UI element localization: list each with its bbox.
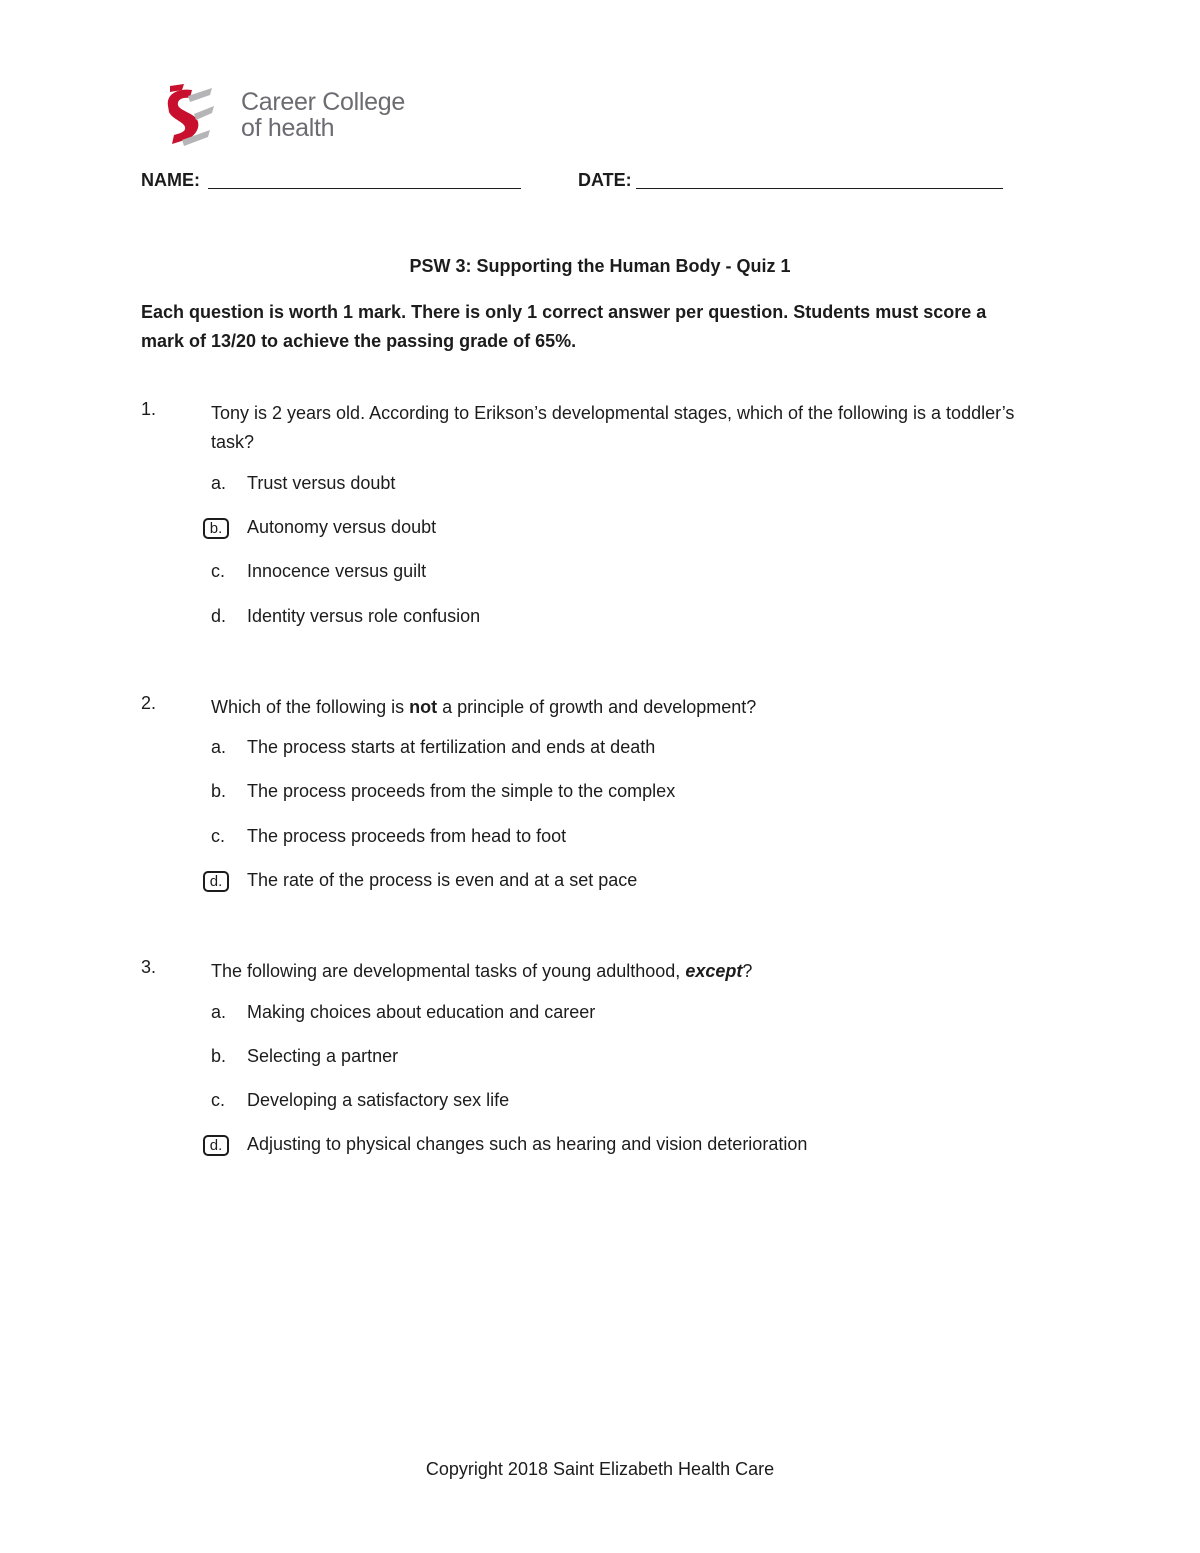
college-logo-mark xyxy=(160,84,220,154)
question-text-part: a principle of growth and development? xyxy=(437,697,757,717)
option-letter: a. xyxy=(211,737,227,757)
answer-option-b[interactable] xyxy=(211,1046,1011,1072)
option-letter-circled: d. xyxy=(203,1135,229,1156)
answer-option-d[interactable] xyxy=(211,606,1011,632)
question-text-emphasis: not xyxy=(409,697,438,717)
option-text: Identity versus role confusion xyxy=(247,606,481,626)
option-letter: a. xyxy=(211,1002,227,1022)
option-letter: c. xyxy=(211,561,226,581)
question-text-part: ? xyxy=(742,961,753,981)
logo-line-2: of health xyxy=(241,114,335,142)
answer-option-d[interactable] xyxy=(211,1134,1011,1160)
question-text: Tony is 2 years old. According to Erikson’s developmental stages, which of the following is a toddler’s task? xyxy=(211,403,1015,452)
option-text: Making choices about education and career xyxy=(247,1002,596,1022)
college-logo xyxy=(160,84,405,154)
option-letter: c. xyxy=(211,1090,226,1110)
answer-option-c[interactable] xyxy=(211,561,1011,587)
logo-line-1: Career College xyxy=(241,88,405,116)
option-letter: c. xyxy=(211,826,226,846)
answer-option-c[interactable] xyxy=(211,826,1011,852)
option-text: Trust versus doubt xyxy=(247,473,396,493)
option-text: The rate of the process is even and at a set pace xyxy=(247,870,638,890)
option-letter-circled: d. xyxy=(203,871,229,892)
answer-option-a[interactable] xyxy=(211,737,1011,763)
option-text: The process proceeds from the simple to the complex xyxy=(247,781,676,801)
copyright-footer: Copyright 2018 Saint Elizabeth Health Care xyxy=(425,1459,775,1479)
name-field[interactable] xyxy=(208,188,521,189)
answer-option-d[interactable] xyxy=(211,870,1011,896)
option-text: Selecting a partner xyxy=(247,1046,399,1066)
option-letter: b. xyxy=(211,781,227,801)
option-text: Innocence versus guilt xyxy=(247,561,427,581)
college-logo-wordmark xyxy=(241,89,405,141)
option-letter: b. xyxy=(211,1046,227,1066)
question-number: 1. xyxy=(141,399,157,419)
question-text xyxy=(211,957,1031,986)
question-1 xyxy=(141,399,1031,639)
answer-option-a[interactable] xyxy=(211,1002,1011,1028)
name-date-row xyxy=(141,166,1021,196)
question-number: 3. xyxy=(141,957,157,977)
option-letter-circled: b. xyxy=(203,518,229,539)
option-text: Developing a satisfactory sex life xyxy=(247,1090,510,1110)
question-2 xyxy=(141,693,1031,903)
question-text xyxy=(211,693,1031,722)
option-text: The process proceeds from head to foot xyxy=(247,826,567,846)
date-label: DATE: xyxy=(578,170,632,190)
answer-option-b[interactable] xyxy=(211,517,1011,543)
answer-option-c[interactable] xyxy=(211,1090,1011,1116)
question-3 xyxy=(141,957,1031,1167)
date-field[interactable] xyxy=(636,188,1003,189)
name-label: NAME: xyxy=(141,170,200,190)
option-letter: a. xyxy=(211,473,227,493)
quiz-instructions: Each question is worth 1 mark. There is only 1 correct answer per question. Students must score a mark of 13/20 to achieve the passing grade of 65%. xyxy=(141,302,987,351)
option-letter: d. xyxy=(211,606,227,626)
question-text-part: Which of the following is xyxy=(211,697,410,717)
question-text-part: The following are developmental tasks of young adulthood, xyxy=(211,961,686,981)
answer-option-b[interactable] xyxy=(211,781,1011,807)
option-text: The process starts at fertilization and ends at death xyxy=(247,737,656,757)
answer-option-a[interactable] xyxy=(211,473,1011,499)
question-number: 2. xyxy=(141,693,157,713)
option-text: Autonomy versus doubt xyxy=(247,517,437,537)
quiz-title: PSW 3: Supporting the Human Body - Quiz 1 xyxy=(409,256,791,276)
question-text-emphasis: except xyxy=(685,961,743,981)
option-text: Adjusting to physical changes such as hearing and vision deterioration xyxy=(247,1134,808,1154)
